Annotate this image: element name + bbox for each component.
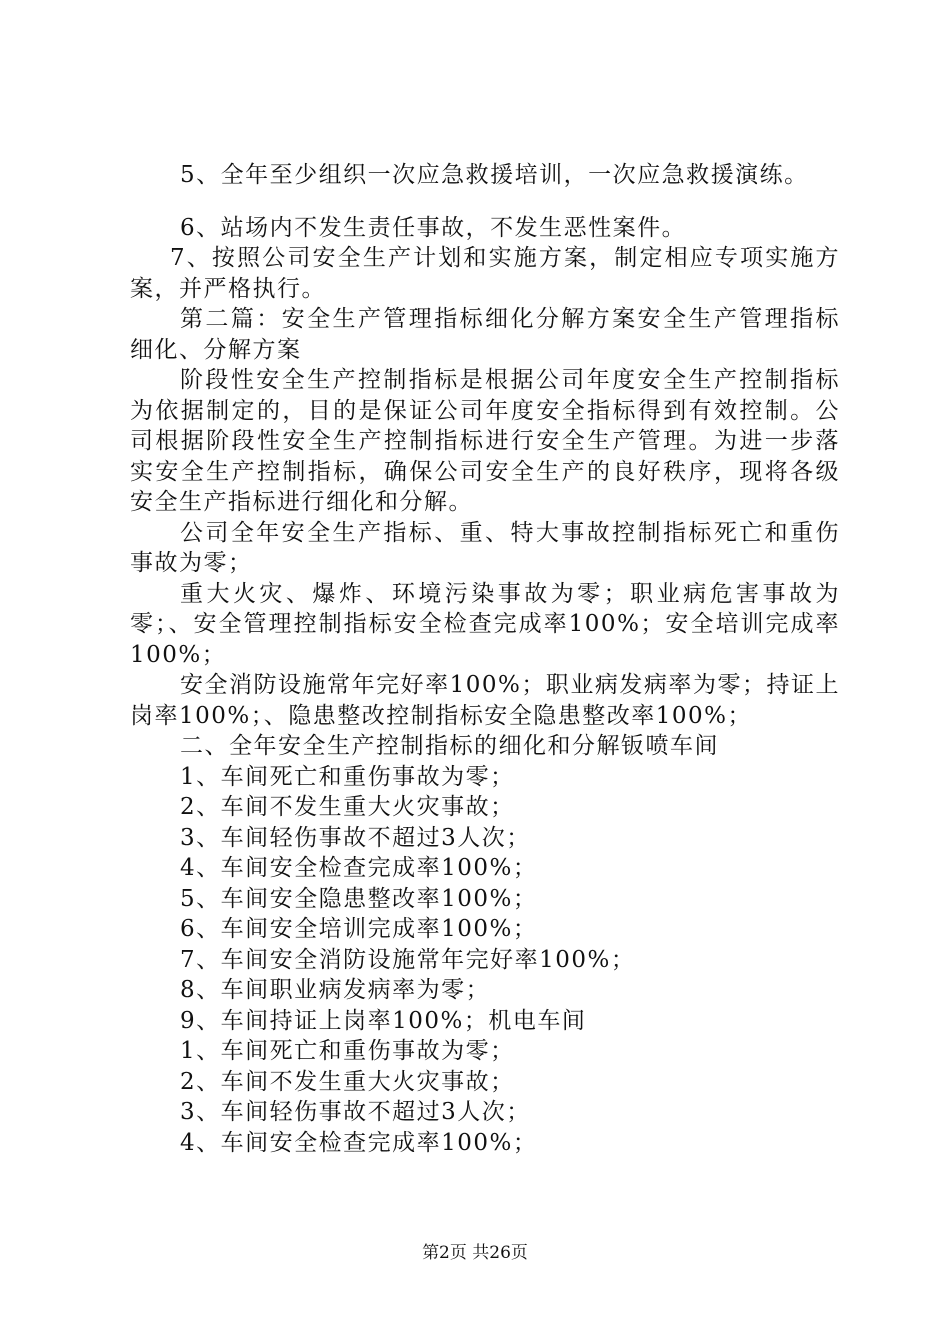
list-item: 4、车间安全检查完成率100%；	[180, 1129, 538, 1156]
paragraph-item-7-plan: 7、按照公司安全生产计划和实施方案，制定相应专项实施方案，并严格执行。	[130, 245, 840, 302]
section-heading-breakdown: 二、全年安全生产控制指标的细化和分解钣喷车间	[180, 733, 719, 759]
paragraph-fire-facilities: 安全消防设施常年完好率100%；职业病发病率为零；持证上岗率100%；、隐患整改控制指标安全隐患整改率100%；	[130, 672, 840, 729]
list-item: 6、车间安全培训完成率100%；	[180, 916, 538, 942]
section-heading-part-two: 第二篇：安全生产管理指标细化分解方案安全生产管理指标细化、分解方案	[130, 306, 840, 363]
list-item: 1、车间死亡和重伤事故为零；	[180, 1038, 515, 1064]
paragraph-item-6-no-accidents: 6、站场内不发生责任事故，不发生恶性案件。	[180, 214, 687, 241]
paragraph-intro: 阶段性安全生产控制指标是根据公司年度安全生产控制指标为依据制定的，目的是保证公司年度安全指标得到有效控制。公司根据阶段性安全生产控制指标进行安全生产管理。为进一步落实安全生产控制指标，确保公司安全生产的良好秩序，现将各级安全生产指标进行细化和分解。	[130, 367, 840, 515]
list-item: 2、车间不发生重大火灾事故；	[180, 1068, 515, 1095]
paragraph-item-5-drill: 5、全年至少组织一次应急救援培训，一次应急救援演练。	[180, 162, 809, 188]
list-item: 3、车间轻伤事故不超过3人次；	[180, 824, 531, 851]
list-item: 8、车间职业病发病率为零；	[180, 977, 491, 1003]
list-item: 4、车间安全检查完成率100%；	[180, 855, 538, 881]
list-item: 7、车间安全消防设施常年完好率100%；	[180, 946, 636, 973]
list-item: 5、车间安全隐患整改率100%；	[180, 885, 538, 912]
list-item: 9、车间持证上岗率100%；机电车间	[180, 1007, 587, 1034]
list-item: 1、车间死亡和重伤事故为零；	[180, 763, 515, 790]
document-body	[130, 160, 840, 1158]
paragraph-fire-explosion: 重大火灾、爆炸、环境污染事故为零；职业病危害事故为零；、安全管理控制指标安全检查完成率100%；安全培训完成率100%；	[130, 580, 840, 668]
list-item: 3、车间轻伤事故不超过3人次；	[180, 1099, 531, 1125]
paragraph-annual-targets: 公司全年安全生产指标、重、特大事故控制指标死亡和重伤事故为零；	[130, 519, 840, 576]
page-number-footer: 第2页 共26页	[422, 1243, 528, 1263]
list-item: 2、车间不发生重大火灾事故；	[180, 794, 515, 820]
